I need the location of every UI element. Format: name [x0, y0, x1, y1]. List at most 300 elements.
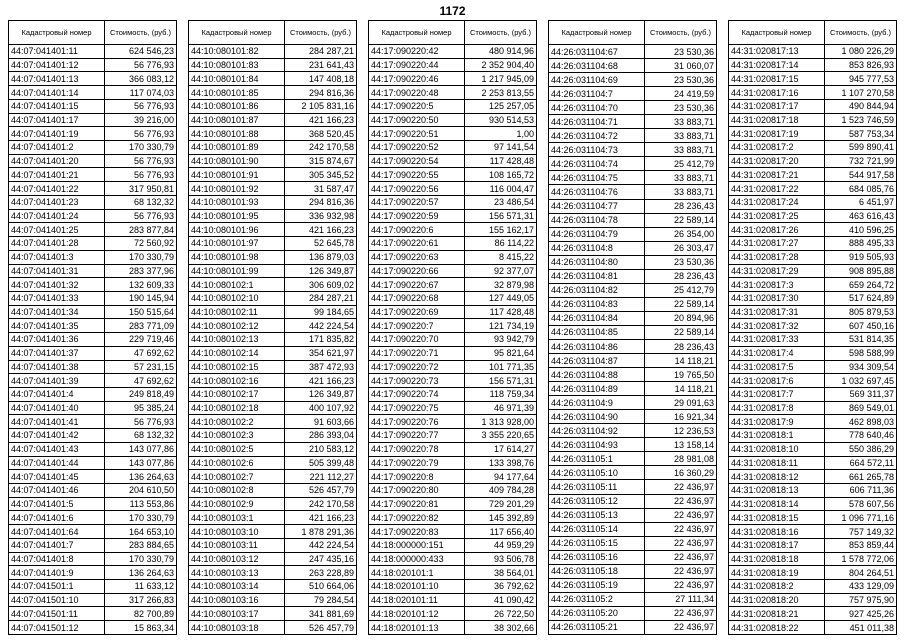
cost-cell: 22 436,97 — [645, 494, 717, 508]
table-row — [9, 127, 177, 141]
cost-cell: 91 603,66 — [285, 415, 357, 429]
cadastral-number-cell: 44:17:090220:63 — [369, 250, 465, 264]
cadastral-number-cell: 44:17:090220:59 — [369, 209, 465, 223]
cadastral-number-cell: 44:26:031104:87 — [549, 354, 645, 368]
table-row — [729, 511, 897, 525]
table-row — [369, 538, 537, 552]
table-row — [369, 470, 537, 484]
cadastral-number-cell: 44:07:041401:35 — [9, 319, 105, 333]
cadastral-number-cell: 44:07:041401:19 — [9, 127, 105, 141]
cost-cell: 2 253 813,55 — [465, 86, 537, 100]
table-row — [549, 73, 717, 87]
table-row — [369, 456, 537, 470]
cadastral-number-cell: 44:31:020817:19 — [729, 127, 825, 141]
cadastral-number-cell: 44:17:090220:71 — [369, 346, 465, 360]
cadastral-number-cell: 44:17:090220:82 — [369, 511, 465, 525]
cadastral-number-cell: 44:18:020101:1 — [369, 566, 465, 580]
table-row — [369, 237, 537, 251]
table-row — [9, 525, 177, 539]
cadastral-number-cell: 44:07:041401:41 — [9, 415, 105, 429]
cadastral-number-cell: 44:17:090220:55 — [369, 168, 465, 182]
cadastral-number-cell: 44:07:041401:24 — [9, 209, 105, 223]
table-row — [369, 429, 537, 443]
cost-cell: 410 596,25 — [825, 223, 897, 237]
cadastral-number-cell: 44:26:031104:93 — [549, 438, 645, 452]
table-row — [369, 45, 537, 59]
cadastral-number-cell: 44:26:031104:67 — [549, 45, 645, 59]
cost-cell: 283 377,96 — [105, 264, 177, 278]
table-row — [369, 58, 537, 72]
table-row — [189, 525, 357, 539]
table-row — [369, 264, 537, 278]
table-row — [549, 255, 717, 269]
table-row — [369, 497, 537, 511]
table-row — [549, 578, 717, 592]
cost-cell: 147 408,18 — [285, 72, 357, 86]
cadastral-number-cell: 44:17:090220:67 — [369, 278, 465, 292]
cost-cell: 442 224,54 — [285, 538, 357, 552]
cadastral-number-cell: 44:26:031104:7 — [549, 87, 645, 101]
table-row — [549, 550, 717, 564]
table-row — [729, 250, 897, 264]
cadastral-number-cell: 44:10:080101:99 — [189, 264, 285, 278]
cost-cell: 117 428,48 — [465, 154, 537, 168]
table-row — [369, 566, 537, 580]
cost-cell: 25 412,79 — [645, 283, 717, 297]
cost-cell: 26 722,50 — [465, 607, 537, 621]
cost-cell: 231 641,43 — [285, 58, 357, 72]
table-row — [369, 305, 537, 319]
table-row — [549, 283, 717, 297]
table-row — [189, 319, 357, 333]
cadastral-number-cell: 44:17:090220:72 — [369, 360, 465, 374]
table-row — [369, 250, 537, 264]
cost-cell: 46 971,39 — [465, 401, 537, 415]
table-row — [729, 552, 897, 566]
cadastral-number-cell: 44:31:020818:10 — [729, 442, 825, 456]
cost-cell: 38 564,01 — [465, 566, 537, 580]
cadastral-number-cell: 44:17:090220:61 — [369, 237, 465, 251]
cadastral-number-cell: 44:31:020818:19 — [729, 566, 825, 580]
cost-cell: 170 330,79 — [105, 141, 177, 155]
cost-cell: 57 231,15 — [105, 360, 177, 374]
table-row — [189, 470, 357, 484]
cadastral-number-cell: 44:18:020101:12 — [369, 607, 465, 621]
cadastral-number-cell: 44:07:041401:3 — [9, 250, 105, 264]
cadastral-number-cell: 44:07:041401:25 — [9, 223, 105, 237]
table-row — [729, 538, 897, 552]
table-row — [549, 129, 717, 143]
cadastral-number-cell: 44:31:020818:22 — [729, 621, 825, 635]
table-row — [9, 223, 177, 237]
cost-cell: 93 506,78 — [465, 552, 537, 566]
table-row — [729, 333, 897, 347]
header-cadastral-number: Кадастровый номер — [549, 21, 645, 45]
cadastral-number-cell: 44:17:090220:5 — [369, 99, 465, 113]
table-row — [369, 99, 537, 113]
cadastral-number-cell: 44:10:080103:1 — [189, 511, 285, 525]
header-cost: Стоимость, (руб.) — [645, 21, 717, 45]
cost-cell: 578 607,56 — [825, 497, 897, 511]
cost-cell: 125 257,05 — [465, 99, 537, 113]
table-row — [549, 396, 717, 410]
cadastral-number-cell: 44:10:080102:9 — [189, 497, 285, 511]
table-row — [9, 154, 177, 168]
cost-cell: 133 398,76 — [465, 456, 537, 470]
cost-cell: 22 436,97 — [645, 508, 717, 522]
cadastral-table — [728, 20, 897, 635]
cadastral-number-cell: 44:26:031105:2 — [549, 592, 645, 606]
cadastral-number-cell: 44:07:041501:1 — [9, 580, 105, 594]
table-row — [549, 424, 717, 438]
cadastral-number-cell: 44:17:090220:76 — [369, 415, 465, 429]
cost-cell: 354 621,97 — [285, 346, 357, 360]
table-row — [369, 319, 537, 333]
cost-cell: 294 816,36 — [285, 195, 357, 209]
table-row — [9, 58, 177, 72]
cadastral-number-cell: 44:31:020817:25 — [729, 209, 825, 223]
table-row — [549, 508, 717, 522]
cost-cell: 442 224,54 — [285, 319, 357, 333]
cost-cell: 919 505,93 — [825, 250, 897, 264]
cost-cell: 121 734,19 — [465, 319, 537, 333]
cost-cell: 869 549,01 — [825, 401, 897, 415]
cadastral-table — [548, 20, 717, 635]
cadastral-number-cell: 44:26:031104:78 — [549, 213, 645, 227]
table-row — [549, 143, 717, 157]
table-row — [9, 182, 177, 196]
cadastral-number-cell: 44:10:080101:90 — [189, 154, 285, 168]
cost-cell: 22 436,97 — [645, 578, 717, 592]
cost-cell: 101 771,35 — [465, 360, 537, 374]
cadastral-number-cell: 44:26:031104:76 — [549, 185, 645, 199]
table-row — [549, 354, 717, 368]
table-row — [9, 442, 177, 456]
table-row — [729, 127, 897, 141]
table-row — [9, 113, 177, 127]
cost-cell: 284 287,21 — [285, 45, 357, 59]
table-row — [729, 237, 897, 251]
cadastral-number-cell: 44:10:080101:96 — [189, 223, 285, 237]
cost-cell: 1 107 270,58 — [825, 86, 897, 100]
cadastral-number-cell: 44:31:020818:20 — [729, 593, 825, 607]
cost-cell: 132 609,33 — [105, 278, 177, 292]
table-row — [729, 58, 897, 72]
cost-cell: 16 360,29 — [645, 466, 717, 480]
table-row — [9, 566, 177, 580]
cadastral-number-cell: 44:26:031105:12 — [549, 494, 645, 508]
table-row — [549, 536, 717, 550]
table-row — [189, 195, 357, 209]
cost-cell: 368 520,45 — [285, 127, 357, 141]
cadastral-number-cell: 44:07:041401:20 — [9, 154, 105, 168]
table-row — [9, 305, 177, 319]
cadastral-number-cell: 44:10:080101:82 — [189, 45, 285, 59]
cost-cell: 156 571,31 — [465, 209, 537, 223]
table-row — [729, 319, 897, 333]
cadastral-number-cell: 44:07:041401:9 — [9, 566, 105, 580]
table-row — [189, 566, 357, 580]
table-row — [189, 264, 357, 278]
table-row — [369, 113, 537, 127]
cost-cell: 22 436,97 — [645, 550, 717, 564]
table-row — [369, 415, 537, 429]
cost-cell: 116 004,47 — [465, 182, 537, 196]
table-row — [189, 113, 357, 127]
table-row — [729, 580, 897, 594]
header-cadastral-number: Кадастровый номер — [9, 21, 105, 45]
cost-cell: 23 530,36 — [645, 45, 717, 59]
table-row — [189, 141, 357, 155]
cost-cell: 306 609,02 — [285, 278, 357, 292]
cost-cell: 294 816,36 — [285, 86, 357, 100]
table-row — [369, 209, 537, 223]
cadastral-number-cell: 44:10:080101:89 — [189, 141, 285, 155]
cadastral-number-cell: 44:26:031104:90 — [549, 410, 645, 424]
cost-cell: 531 814,35 — [825, 333, 897, 347]
cost-cell: 462 898,03 — [825, 415, 897, 429]
cost-cell: 22 589,14 — [645, 325, 717, 339]
cost-cell: 95 821,64 — [465, 346, 537, 360]
table-row — [9, 319, 177, 333]
cadastral-number-cell: 44:07:041401:2 — [9, 141, 105, 155]
cost-cell: 930 514,53 — [465, 113, 537, 127]
cadastral-number-cell: 44:10:080101:92 — [189, 182, 285, 196]
cadastral-number-cell: 44:07:041401:7 — [9, 538, 105, 552]
cadastral-number-cell: 44:26:031104:86 — [549, 339, 645, 353]
cost-cell: 526 457,79 — [285, 621, 357, 635]
table-row — [729, 593, 897, 607]
cost-cell: 126 349,87 — [285, 264, 357, 278]
cost-cell: 757 975,90 — [825, 593, 897, 607]
cadastral-number-cell: 44:07:041501:10 — [9, 593, 105, 607]
cadastral-number-cell: 44:17:090220:48 — [369, 86, 465, 100]
table-row — [729, 566, 897, 580]
cadastral-number-cell: 44:26:031104:79 — [549, 227, 645, 241]
cadastral-number-cell: 44:31:020818:15 — [729, 511, 825, 525]
cost-cell: 14 118,21 — [645, 382, 717, 396]
cadastral-number-cell: 44:10:080101:88 — [189, 127, 285, 141]
cost-cell: 47 692,62 — [105, 346, 177, 360]
cost-cell: 136 264,63 — [105, 470, 177, 484]
cadastral-number-cell: 44:10:080102:15 — [189, 360, 285, 374]
table-row — [369, 374, 537, 388]
cost-cell: 1,00 — [465, 127, 537, 141]
cost-cell: 409 784,28 — [465, 484, 537, 498]
cost-cell: 229 719,46 — [105, 333, 177, 347]
table-row — [9, 168, 177, 182]
cost-cell: 598 588,99 — [825, 346, 897, 360]
cadastral-number-cell: 44:10:080103:13 — [189, 566, 285, 580]
cost-cell: 1 032 697,45 — [825, 374, 897, 388]
cost-cell: 480 914,96 — [465, 45, 537, 59]
table-row — [729, 401, 897, 415]
cadastral-number-cell: 44:17:090220:78 — [369, 442, 465, 456]
table-row — [189, 305, 357, 319]
table-row — [729, 415, 897, 429]
table-row — [549, 45, 717, 59]
table-row — [549, 311, 717, 325]
cost-cell: 732 721,99 — [825, 154, 897, 168]
cost-cell: 366 083,12 — [105, 72, 177, 86]
cost-cell: 47 692,62 — [105, 374, 177, 388]
cadastral-number-cell: 44:07:041401:23 — [9, 195, 105, 209]
cost-cell: 934 309,54 — [825, 360, 897, 374]
table-row — [9, 497, 177, 511]
cadastral-number-cell: 44:10:080102:8 — [189, 484, 285, 498]
cadastral-number-cell: 44:31:020817:22 — [729, 182, 825, 196]
cadastral-number-cell: 44:10:080101:97 — [189, 237, 285, 251]
cadastral-number-cell: 44:10:080101:83 — [189, 58, 285, 72]
cadastral-number-cell: 44:26:031104:8 — [549, 241, 645, 255]
cost-cell: 804 264,51 — [825, 566, 897, 580]
table-row — [189, 607, 357, 621]
cadastral-number-cell: 44:07:041401:37 — [9, 346, 105, 360]
cost-cell: 6 451,97 — [825, 195, 897, 209]
cost-cell: 387 472,93 — [285, 360, 357, 374]
cadastral-number-cell: 44:31:020817:8 — [729, 401, 825, 415]
table-row — [9, 209, 177, 223]
table-row — [9, 374, 177, 388]
cadastral-number-cell: 44:26:031105:16 — [549, 550, 645, 564]
table-row — [729, 223, 897, 237]
cost-cell: 29 091,63 — [645, 396, 717, 410]
cadastral-number-cell: 44:26:031105:21 — [549, 620, 645, 634]
table-row — [9, 250, 177, 264]
table-row — [369, 552, 537, 566]
cost-cell: 204 610,50 — [105, 484, 177, 498]
cadastral-number-cell: 44:31:020817:4 — [729, 346, 825, 360]
table-row — [369, 127, 537, 141]
cost-cell: 28 236,43 — [645, 269, 717, 283]
cost-cell: 82 700,89 — [105, 607, 177, 621]
cost-cell: 117 428,48 — [465, 305, 537, 319]
table-header-row — [189, 21, 357, 45]
cadastral-number-cell: 44:07:041401:43 — [9, 442, 105, 456]
cadastral-number-cell: 44:31:020818:1 — [729, 429, 825, 443]
cost-cell: 155 162,17 — [465, 223, 537, 237]
table-row — [9, 278, 177, 292]
cadastral-number-cell: 44:31:020818:16 — [729, 525, 825, 539]
cadastral-number-cell: 44:07:041401:22 — [9, 182, 105, 196]
cadastral-number-cell: 44:17:090220:57 — [369, 195, 465, 209]
table-row — [549, 466, 717, 480]
cadastral-number-cell: 44:07:041501:11 — [9, 607, 105, 621]
cadastral-number-cell: 44:31:020817:26 — [729, 223, 825, 237]
cost-cell: 587 753,34 — [825, 127, 897, 141]
table-row — [9, 415, 177, 429]
cadastral-number-cell: 44:31:020817:28 — [729, 250, 825, 264]
cost-cell: 283 884,65 — [105, 538, 177, 552]
cadastral-number-cell: 44:10:080103:18 — [189, 621, 285, 635]
cost-cell: 28 981,08 — [645, 452, 717, 466]
cadastral-number-cell: 44:26:031105:13 — [549, 508, 645, 522]
cadastral-number-cell: 44:17:090220:44 — [369, 58, 465, 72]
cadastral-number-cell: 44:07:041401:14 — [9, 86, 105, 100]
table-row — [189, 154, 357, 168]
cost-cell: 1 096 771,16 — [825, 511, 897, 525]
cost-cell: 221 112,27 — [285, 470, 357, 484]
table-row — [549, 115, 717, 129]
table-row — [189, 497, 357, 511]
table-row — [189, 511, 357, 525]
table-row — [369, 346, 537, 360]
cost-cell: 25 412,79 — [645, 157, 717, 171]
table-row — [189, 72, 357, 86]
cost-cell: 544 917,58 — [825, 168, 897, 182]
table-row — [729, 278, 897, 292]
cost-cell: 421 166,23 — [285, 511, 357, 525]
cadastral-number-cell: 44:07:041401:28 — [9, 237, 105, 251]
cadastral-number-cell: 44:26:031104:74 — [549, 157, 645, 171]
cadastral-number-cell: 44:10:080103:12 — [189, 552, 285, 566]
table-row — [9, 99, 177, 113]
table-row — [729, 99, 897, 113]
cadastral-number-cell: 44:26:031105:10 — [549, 466, 645, 480]
cost-cell: 22 589,14 — [645, 213, 717, 227]
cadastral-number-cell: 44:26:031105:18 — [549, 564, 645, 578]
cost-cell: 26 354,00 — [645, 227, 717, 241]
cadastral-number-cell: 44:17:090220:69 — [369, 305, 465, 319]
cadastral-number-cell: 44:18:000000:433 — [369, 552, 465, 566]
table-row — [369, 141, 537, 155]
cadastral-number-cell: 44:10:080102:1 — [189, 278, 285, 292]
cadastral-number-cell: 44:10:080102:12 — [189, 319, 285, 333]
cadastral-number-cell: 44:17:090220:56 — [369, 182, 465, 196]
table-row — [9, 538, 177, 552]
cost-cell: 33 883,71 — [645, 143, 717, 157]
cost-cell: 118 759,34 — [465, 387, 537, 401]
table-row — [549, 564, 717, 578]
cost-cell: 39 216,00 — [105, 113, 177, 127]
cost-cell: 44 959,29 — [465, 538, 537, 552]
cadastral-number-cell: 44:31:020817:17 — [729, 99, 825, 113]
cadastral-number-cell: 44:07:041401:31 — [9, 264, 105, 278]
cadastral-number-cell: 44:18:000000:151 — [369, 538, 465, 552]
cost-cell: 729 201,29 — [465, 497, 537, 511]
page-number: 1172 — [439, 4, 466, 18]
cost-cell: 190 145,94 — [105, 291, 177, 305]
table-row — [369, 442, 537, 456]
cadastral-number-cell: 44:31:020817:14 — [729, 58, 825, 72]
cost-cell: 33 883,71 — [645, 129, 717, 143]
cadastral-number-cell: 44:10:080103:16 — [189, 593, 285, 607]
table-row — [549, 494, 717, 508]
cost-cell: 853 826,93 — [825, 58, 897, 72]
cost-cell: 664 572,11 — [825, 456, 897, 470]
cost-cell: 283 771,09 — [105, 319, 177, 333]
cost-cell: 1 578 772,06 — [825, 552, 897, 566]
cost-cell: 72 560,92 — [105, 237, 177, 251]
cost-cell: 805 879,53 — [825, 305, 897, 319]
cost-cell: 888 495,33 — [825, 237, 897, 251]
table-row — [9, 484, 177, 498]
cost-cell: 108 165,72 — [465, 168, 537, 182]
cost-cell: 247 435,16 — [285, 552, 357, 566]
cadastral-number-cell: 44:10:080101:95 — [189, 209, 285, 223]
cost-cell: 22 436,97 — [645, 606, 717, 620]
cost-cell: 68 132,32 — [105, 195, 177, 209]
cadastral-number-cell: 44:26:031104:80 — [549, 255, 645, 269]
cadastral-number-cell: 44:31:020817:32 — [729, 319, 825, 333]
cost-cell: 117 656,40 — [465, 525, 537, 539]
cadastral-number-cell: 44:31:020817:29 — [729, 264, 825, 278]
cadastral-number-cell: 44:07:041401:17 — [9, 113, 105, 127]
table-row — [9, 237, 177, 251]
header-cost: Стоимость, (руб.) — [105, 21, 177, 45]
cadastral-number-cell: 44:26:031104:81 — [549, 269, 645, 283]
table-row — [729, 305, 897, 319]
